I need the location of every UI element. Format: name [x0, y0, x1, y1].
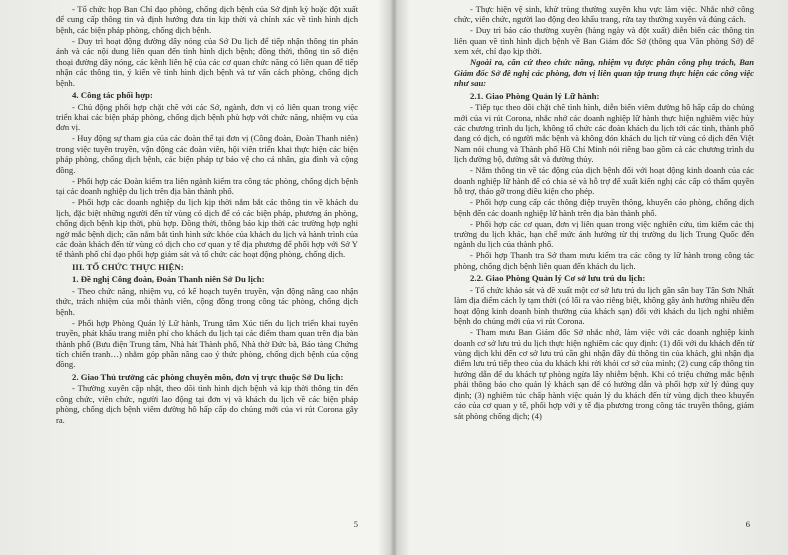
- right-page: [396, 0, 788, 555]
- paragraph: - Phối hợp Thanh tra Sở tham mưu kiểm tra các công ty lữ hành trong công tác phòng, chống dịch bệnh liên quan đến khách du lịch.: [454, 250, 754, 271]
- paragraph: - Phối hợp các doanh nghiệp du lịch kịp thời nắm bắt các thông tin về khách du lịch, đặc biệt những người đến từ vùng có dịch để có các biện pháp, phương án phòng, chống dịch bệnh kịp thời, phù hợp. Đồng thời, thông báo kịp thời các trường hợp nghi ngờ mắc bệnh dịch; cần nắm bắt tình hình sức khỏe của khách du lịch và hành trình của các đoàn khách đến từ vùng có dịch cho cơ quan y tế địa phương để phối hợp với Sở Y tế thành phố chỉ đạo phối hợp giám sát và tổ chức các hoạt động phòng, chống dịch.: [56, 197, 358, 260]
- section-heading: 4. Công tác phối hợp:: [72, 90, 153, 101]
- subsection-heading: 1. Đề nghị Công đoàn, Đoàn Thanh niên Sở Du lịch:: [72, 274, 265, 285]
- paragraph: - Tổ chức họp Ban Chỉ đạo phòng, chống dịch bệnh của Sở định kỳ hoặc đột xuất để cung cấp thông tin và định hướng đưa tin kịp thời và chính xác về tình hình dịch bệnh, các biện pháp phòng, chống dịch bệnh.: [56, 4, 358, 35]
- paragraph: - Tổ chức khảo sát và đề xuất một cơ sở lưu trú du lịch gần sân bay Tân Sơn Nhất làm địa điểm cách ly tạm thời (có lối ra vào riêng biệt, không gây ảnh hưởng nhiều đến hoạt động kinh doanh bình thường của khách sạn) đối với khách du lịch nghi nhiễm bệnh do chủng mới của vi rút Corona.: [454, 284, 754, 327]
- left-page: [0, 0, 392, 555]
- paragraph: - Phối hợp các cơ quan, đơn vị liên quan trong việc nghiên cứu, tìm kiếm các thị trường du lịch khác, hạn chế mức ảnh hưởng từ thị trường du lịch Trung Quốc đến ngành du lịch của thành phố.: [454, 218, 754, 250]
- page-number: 6: [745, 519, 750, 529]
- paragraph: - Theo chức năng, nhiệm vụ, có kế hoạch tuyên truyền, vận động nâng cao nhận thức, trách nhiệm của mỗi thành viên, cộng đồng trong công tác phòng, chống dịch bệnh.: [56, 285, 358, 317]
- subsection-heading: 2. Giao Thủ trưởng các phòng chuyên môn, đơn vị trực thuộc Sở Du lịch:: [72, 371, 344, 382]
- section-heading: III. TỔ CHỨC THỰC HIỆN:: [72, 261, 184, 272]
- section-heading: 2.1. Giao Phòng Quản lý Lữ hành:: [470, 90, 600, 101]
- paragraph: - Phối hợp Phòng Quản lý Lữ hành, Trung tâm Xúc tiến du lịch triển khai tuyên truyền, phát khẩu trang miễn phí cho khách du lịch tại các điểm tham quan trên địa bàn thành phố (Bưu điện Trung tâm, Nhà hát Thành phố, Nhà thờ Đức bà, Bảo tàng Chứng tích chiến tranh…) nhằm góp phần nâng cao ý thức phòng, chống dịch bệnh của cộng đồng.: [56, 317, 358, 370]
- paragraph: - Duy trì hoạt động đường dây nóng của Sở Du lịch để tiếp nhận thông tin phản ánh và các nội dung liên quan đến tình hình dịch bệnh; đồng thời, thông tin số điện thoại đường dây nóng, các kênh liên hệ của các cơ quan chức năng có liên quan để tiếp nhận các thông tin, ý kiến về tình hình dịch bệnh và tư vấn cách phòng, chống dịch bệnh.: [56, 35, 358, 88]
- left-page-text: [56, 4, 358, 426]
- paragraph: - Tiếp tục theo dõi chặt chẽ tình hình, diễn biến viêm đường hô hấp cấp do chủng mới của vi rút Corona, nhắc nhở các doanh nghiệp lữ hành thực hiện nghiêm việc hủy các chương trình du lịch, không tổ chức các đoàn khách du lịch tới các tỉnh, thành phố đang có dịch, có người mắc bệnh và không đón khách du lịch từ vùng có dịch đến Việt Nam nói chung và Thành phố Hồ Chí Minh nói riêng bao gồm cả các chương trình du lịch đường bộ, đường sắt và đường thủy.: [454, 102, 754, 165]
- paragraph: - Chủ động phối hợp chặt chẽ với các Sở, ngành, đơn vị có liên quan trong việc triển khai các biện pháp phòng, chống dịch bệnh phù hợp với chức năng, nhiệm vụ của đơn vị.: [56, 101, 358, 133]
- lead-paragraph: Ngoài ra, căn cứ theo chức năng, nhiệm vụ được phân công phụ trách, Ban Giám đốc Sở đề nghị các phòng, đơn vị liên quan tập trung thực hiện các công việc như sau:: [454, 57, 754, 89]
- paragraph: - Duy trì báo cáo thường xuyên (hàng ngày và đột xuất) diễn biến các thông tin liên quan về tình hình dịch bệnh về Ban Giám đốc Sở (thông qua Văn phòng Sở) để xem xét, chỉ đạo kịp thời.: [454, 25, 754, 57]
- paragraph: - Thường xuyên cập nhật, theo dõi tình hình dịch bệnh và kịp thời thông tin đến công chức, viên chức, người lao động tại đơn vị và khách du lịch về các biện pháp phòng, chống dịch bệnh viêm đường hô hấp cấp do chủng mới của vi rút Corona gây ra.: [56, 383, 358, 425]
- right-page-text: [454, 4, 754, 422]
- paragraph: - Tham mưu Ban Giám đốc Sở nhắc nhở, làm việc với các doanh nghiệp kinh doanh cơ sở lưu trú du lịch thực hiện nghiêm các quy định: (1) đối với du khách đến từ vùng dịch khi đến cơ sở lưu trú cần ghi nhận đầy đủ thông tin của khách, ghi nhận địa điểm lưu trú tiếp theo của du khách khi rời khỏi cơ sở của mình; (2) cung cấp thông tin hướng dẫn để du khách tự phòng ngừa lây nhiễm bệnh. Khi có triệu chứng mắc bệnh phải thông báo cho quản lý khách sạn để có hướng dẫn và phối hợp xử lý đúng quy định; (3) nghiêm túc chấp hành việc quản lý du khách đến từ vùng dịch theo khuyến cáo của cơ quan y tế, phối hợp với y tế địa phương trong công tác truyền thông, giám sát phòng chống dịch; (4): [454, 327, 754, 421]
- paragraph: - Phối hợp các Đoàn kiểm tra liên ngành kiểm tra công tác phòng, chống dịch bệnh tại các doanh nghiệp du lịch trên địa bàn thành phố.: [56, 175, 358, 197]
- paragraph: - Nắm thông tin về tác động của dịch bệnh đối với hoạt động kinh doanh của các doanh nghiệp lữ hành để có chia sẻ và hỗ trợ để xuất kiến nghị các cấp có thẩm quyền hỗ trợ, tháo gỡ trong điều kiện cho phép.: [454, 165, 754, 197]
- paragraph: - Thực hiện vệ sinh, khử trùng thường xuyên khu vực làm việc. Nhắc nhở công chức, viên chức, người lao động đeo khẩu trang, rửa tay thường xuyên và đúng cách.: [454, 4, 754, 25]
- section-heading: 2.2. Giao Phòng Quản lý Cơ sở lưu trú du lịch:: [470, 273, 646, 284]
- paragraph: - Huy động sự tham gia của các đoàn thể tại đơn vị (Công đoàn, Đoàn Thanh niên) trong việc tuyên truyền, vận động các đoàn viên, hội viên triển khai thực hiện các biện pháp phòng, chống dịch bệnh, các biện pháp tự bảo vệ cho cá nhân, gia đình và cộng đồng.: [56, 133, 358, 175]
- page-number: 5: [353, 519, 358, 529]
- paragraph: - Phối hợp cung cấp các thông điệp truyền thông, khuyến cáo phòng, chống dịch bệnh đến các doanh nghiệp lữ hành trên địa bàn thành phố.: [454, 197, 754, 218]
